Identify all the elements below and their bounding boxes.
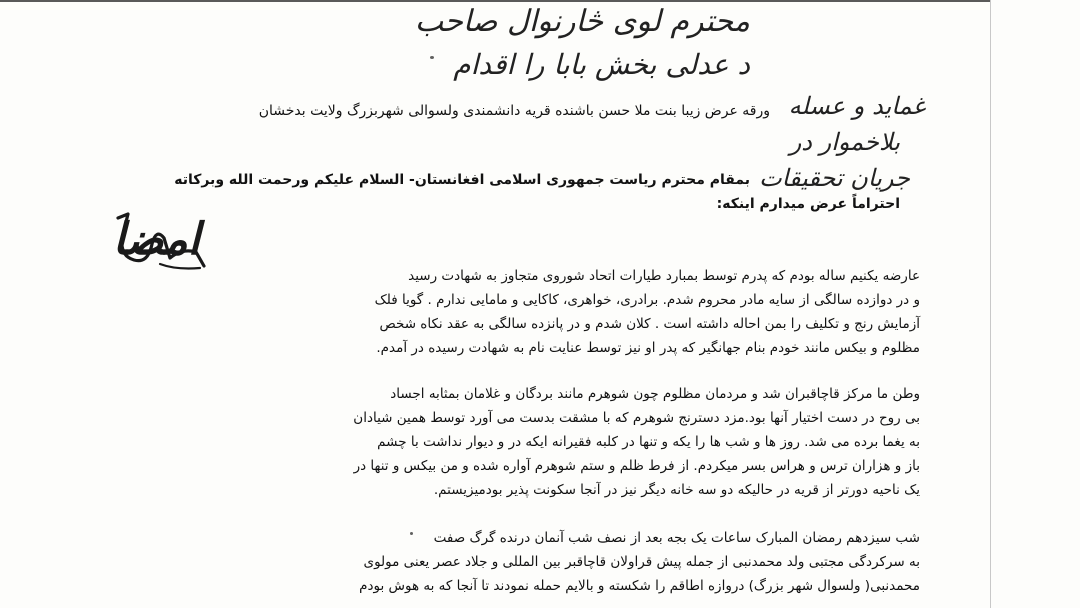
paragraph-line: محمدنبی( ولسوال شهر بزرگ) دروازه اطاقم را شکسته و بالایم حمله نمودند تا آنجا که به هوش بودم — [359, 578, 920, 594]
paragraph-line: وطن ما مرکز قاچاقبران شد و مردمان مظلوم چون شوهرم مانند بردگان و غلامان بمثابه اجساد — [390, 386, 920, 402]
paragraph-line: آزمایش رنج و تکلیف را بمن احاله داشته است . کلان شدم و در پانزده سالگی به عقد نکاه شخص — [379, 316, 920, 332]
paragraph-line: و در دوازده سالگی از سایه مادر محروم شدم. برادری، خواهری، کاکایی و مامایی ندارم . گویا فلک — [374, 292, 920, 308]
paragraph-line: به سرکردگی مجتبی ولد محمدنبی از جمله پیش قراولان قاچاقبر بین المللی و جلاد عصر یعنی مولوی — [363, 554, 920, 570]
paragraph-line: عارضه یکنیم ساله بودم که پدرم توسط بمبارد طیارات اتحاد شوروی متجاوز به شهادت رسید — [408, 268, 920, 284]
paragraph-line: بی روح در دست اختیار آنها بود.مزد دسترنج شوهرم که با مشقت بدست می آورد توسط همین شیادان — [353, 410, 920, 426]
salutation-line-2: احتراماً عرض میدارم اینکه: — [716, 196, 900, 212]
handwritten-address-line-2: د عدلی بخش بابا را اقدام — [453, 48, 750, 81]
signature-scribble-icon — [100, 208, 210, 278]
scan-speck — [410, 532, 413, 535]
page-right-edge — [990, 0, 991, 608]
salutation-line-1: بمقام محترم ریاست جمهوری اسلامی افغانستان- السلام علیکم ورحمت الله وبرکاته — [174, 172, 750, 188]
paragraph-line: یک ناحیه دورتر از قریه در حالیکه دو سه خانه دیگر نیز در آنجا سکونت پذیر بودمیزیستم. — [433, 482, 920, 498]
paragraph-line: باز و هزاران ترس و هراس بسر میکردم. از فرط ظلم و ستم شوهرم آواره شده و من بیکس و تنها در — [353, 458, 920, 474]
handwritten-margin-note-2: بلاخموار در — [789, 128, 900, 156]
page-top-border — [0, 0, 990, 2]
handwritten-signature: امضا — [112, 214, 200, 265]
petition-header-line: ورقه عرض زیبا بنت ملا حسن باشنده قریه دانشمندی ولسوالی شهربزرگ ولایت بدخشان — [258, 103, 770, 119]
paragraph-line: شب سیزدهم رمضان المبارک ساعات یک بجه بعد از نصف شب آنمان درنده گرگ صفت — [433, 530, 920, 546]
handwritten-margin-note-3: جریان تحقیقات — [759, 164, 910, 192]
scan-speck — [430, 56, 434, 59]
paragraph-line: مظلوم و بیکس مانند خودم بنام جهانگیر که پدر او نیز توسط عنایت نام به شهادت رسیده در آمدم. — [376, 340, 920, 356]
handwritten-address-line-1: محترم لوی څارنوال صاحب — [414, 4, 750, 39]
paragraph-line: به یغما برده می شد. روز ها و شب ها را یکه و تنها در کلبه فقیرانه ایکه در و دیوار نداشت با چشم — [377, 434, 920, 450]
handwritten-margin-note-1: غماید و عسله — [788, 92, 925, 120]
